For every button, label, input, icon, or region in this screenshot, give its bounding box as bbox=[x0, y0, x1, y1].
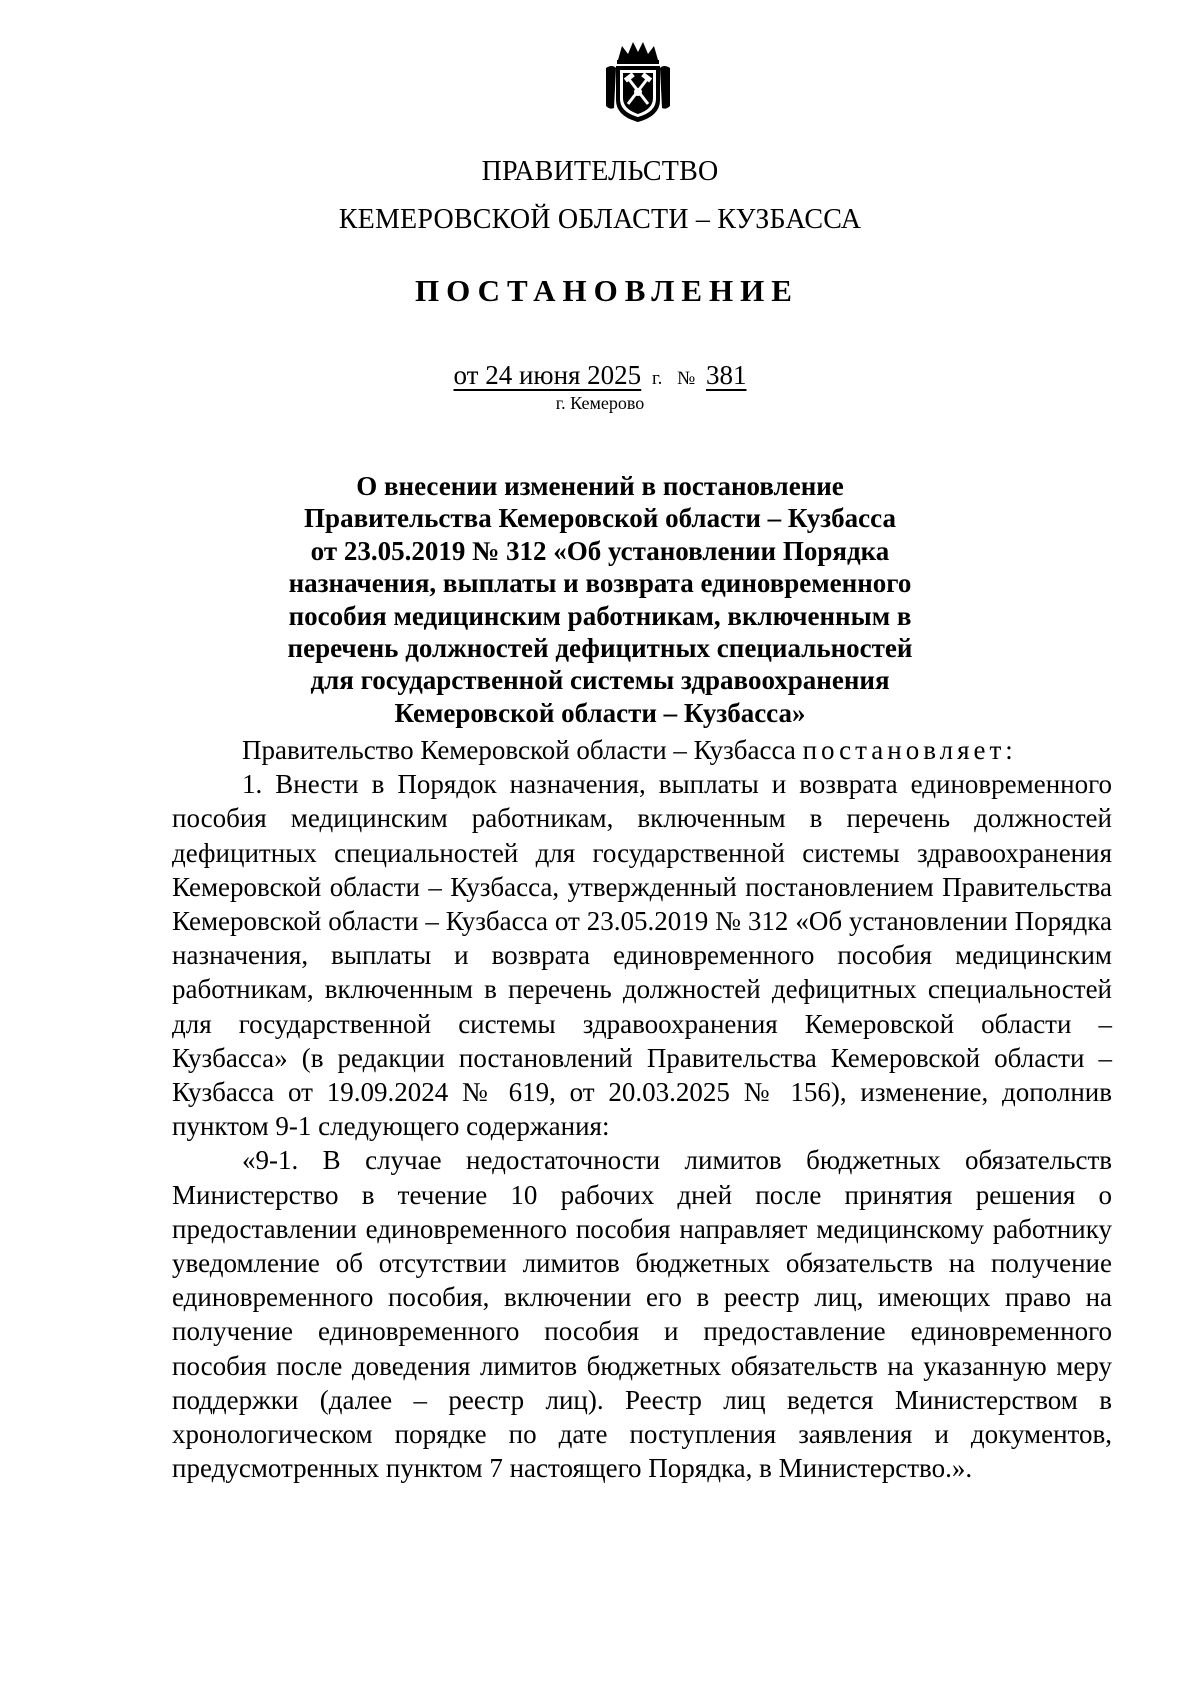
date-and-number-line bbox=[0, 360, 1200, 391]
title-line: пособия медицинским работникам, включенным в bbox=[288, 600, 912, 631]
title-line: перечень должностей дефицитных специальностей bbox=[287, 633, 913, 664]
document-title bbox=[0, 470, 1200, 729]
intro-text: Правительство Кемеровской области – Кузбасса bbox=[242, 735, 803, 765]
kuzbass-coat-of-arms-icon bbox=[604, 38, 672, 124]
document-date: от 24 июня 2025 bbox=[453, 360, 642, 390]
title-line: для государственной системы здравоохранения bbox=[310, 665, 890, 696]
title-line: от 23.05.2019 № 312 «Об установлении Порядка bbox=[310, 535, 890, 566]
city-of-issue: г. Кемерово bbox=[555, 393, 645, 413]
document-number: 381 bbox=[705, 360, 747, 390]
title-line: назначения, выплаты и возврата единовременного bbox=[288, 568, 912, 599]
title-line: Кемеровской области – Кузбасса» bbox=[394, 697, 806, 728]
government-name-line1: ПРАВИТЕЛЬСТВО bbox=[481, 156, 719, 187]
government-name-line2: КЕМЕРОВСКОЙ ОБЛАСТИ – КУЗБАССА bbox=[338, 204, 862, 235]
document-type-heading: ПОСТАНОВЛЕНИЕ bbox=[415, 273, 799, 308]
resolution-intro bbox=[172, 733, 1112, 767]
paragraph-9-1: «9-1. В случае недостаточности лимитов бюджетных обязательств Министерство в течение 10 рабочих дней после принятия решения о предоставлении единовременного пособия направляет медицинскому работнику уведомление об отсутствии лимитов бюджетных обязательств на получение единовременного пособия, включении его в реестр лиц, имеющих право на получение единовременного пособия и предоставление единовременного пособия после доведения лимитов бюджетных обязательств на указанную меру поддержки (далее – реестр лиц). Реестр лиц ведется Министерством в хронологическом порядке по дате поступления заявления и документов, предусмотренных пунктом 7 настоящего Порядка, в Министерство.». bbox=[172, 1145, 1112, 1484]
number-sign: № bbox=[677, 368, 696, 389]
year-abbreviation: г. bbox=[651, 368, 663, 389]
document-body bbox=[172, 733, 1112, 1485]
intro-decree-word: постановляет: bbox=[802, 735, 1017, 765]
title-line: Правительства Кемеровской области – Кузбасса bbox=[304, 503, 896, 534]
paragraph-1: 1. Внести в Порядок назначения, выплаты и возврата единовременного пособия медицинским работникам, включенным в перечень должностей дефицитных специальностей для государственной системы здравоохранения Кемеровской области – Кузбасса, утвержденный постановлением Правительства Кемеровской области – Кузбасса от 23.05.2019 № 312 «Об установлении Порядка назначения, выплаты и возврата единовременного пособия медицинским работникам, включенным в перечень должностей дефицитных специальностей для государственной системы здравоохранения Кемеровской области – Кузбасса» (в редакции постановлений Правительства Кемеровской области – Кузбасса от 19.09.2024 № 619, от 20.03.2025 № 156), изменение, дополнив пунктом 9-1 следующего содержания: bbox=[172, 769, 1112, 1142]
title-line: О внесении изменений в постановление bbox=[356, 471, 844, 501]
